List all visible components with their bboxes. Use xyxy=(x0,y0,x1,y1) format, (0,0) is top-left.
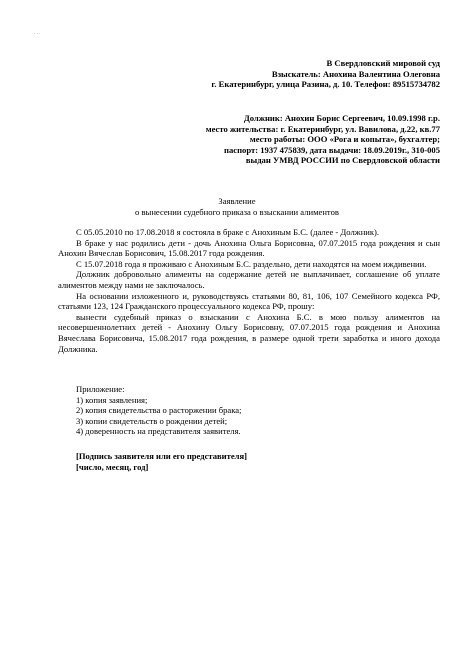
debtor-name: Должник: Анохин Борис Сергеевич, 10.09.1998 г.р. xyxy=(243,113,440,123)
claimant-address: г. Екатеринбург, улица Разина, д. 10. Телефон: 89515734782 xyxy=(211,79,440,90)
corner-mark: ... xyxy=(34,30,42,36)
debtor-info xyxy=(120,113,440,166)
date-line: [число, месяц, год] xyxy=(76,461,149,472)
debtor-passport: паспорт: 1937 475839, дата выдачи: 18.09.2019г., 310-005 xyxy=(224,144,440,155)
attachments-heading: Приложение: xyxy=(76,384,125,394)
body-paragraph: На основании изложенного и, руководствуясь статьями 80, 81, 106, 107 Семейного кодекса РФ, статьями 123, 124 Гражданского процессуального кодекса РФ, прошу: xyxy=(58,290,440,312)
claimant-name: Взыскатель: Анохина Валентина Олеговна xyxy=(271,68,440,79)
court-header xyxy=(140,58,440,90)
title-line-1: Заявление xyxy=(218,196,256,206)
signature-block xyxy=(58,451,440,472)
attachment-item: 3) копии свидетельств о рождении детей; xyxy=(76,415,228,426)
attachment-item: 4) доверенность на представителя заявителя. xyxy=(76,426,241,437)
court-name: В Свердловский мировой суд xyxy=(326,58,440,68)
body-paragraph: В браке у нас родились дети - дочь Анохина Ольга Борисовна, 07.07.2015 года рождения и сын Анохин Вячеслав Борисович, 15.08.2017 года рождения. xyxy=(58,237,440,259)
attachment-item: 1) копия заявления; xyxy=(76,394,148,405)
document-title xyxy=(0,196,474,217)
attachments xyxy=(58,384,440,437)
debtor-passport-issuer: выдан УМВД РОССИИ по Свердловской области xyxy=(245,155,440,166)
body-paragraph: вынести судебный приказ о взыскании с Анохина Б.С. в мою пользу алиментов на несовершеннолетних детей - Анохину Ольгу Борисовну, 07.07.2015 года рождения и Анохина Вячеслава Борисовича, 15.08.2017 года рождения, в размере одной трети заработка и иного дохода Должника. xyxy=(58,311,440,354)
debtor-workplace: место работы: ООО «Рога и копыта», бухгалтер; xyxy=(249,134,440,145)
body-paragraph: С 15.07.2018 года я проживаю с Анохиным Б.С. раздельно, дети находятся на моем иждивении. xyxy=(76,258,427,269)
document-body xyxy=(58,227,440,354)
body-paragraph: Должник добровольно алименты на содержание детей не выплачивает, соглашение об уплате алиментов между нами не заключалось. xyxy=(58,269,440,290)
title-line-2: о вынесении судебного приказа о взыскании алиментов xyxy=(135,206,339,217)
debtor-residence: место жительства: г. Екатеринбург, ул. Вавилова, д.22, кв.77 xyxy=(205,123,440,134)
signature-line: [Подпись заявителя или его представителя] xyxy=(76,451,247,461)
body-paragraph: С 05.05.2010 по 17.08.2018 я состояла в браке с Анохиным Б.С. (далее - Должник). xyxy=(76,227,380,237)
attachment-item: 2) копия свидетельства о расторжении брака; xyxy=(76,405,242,416)
